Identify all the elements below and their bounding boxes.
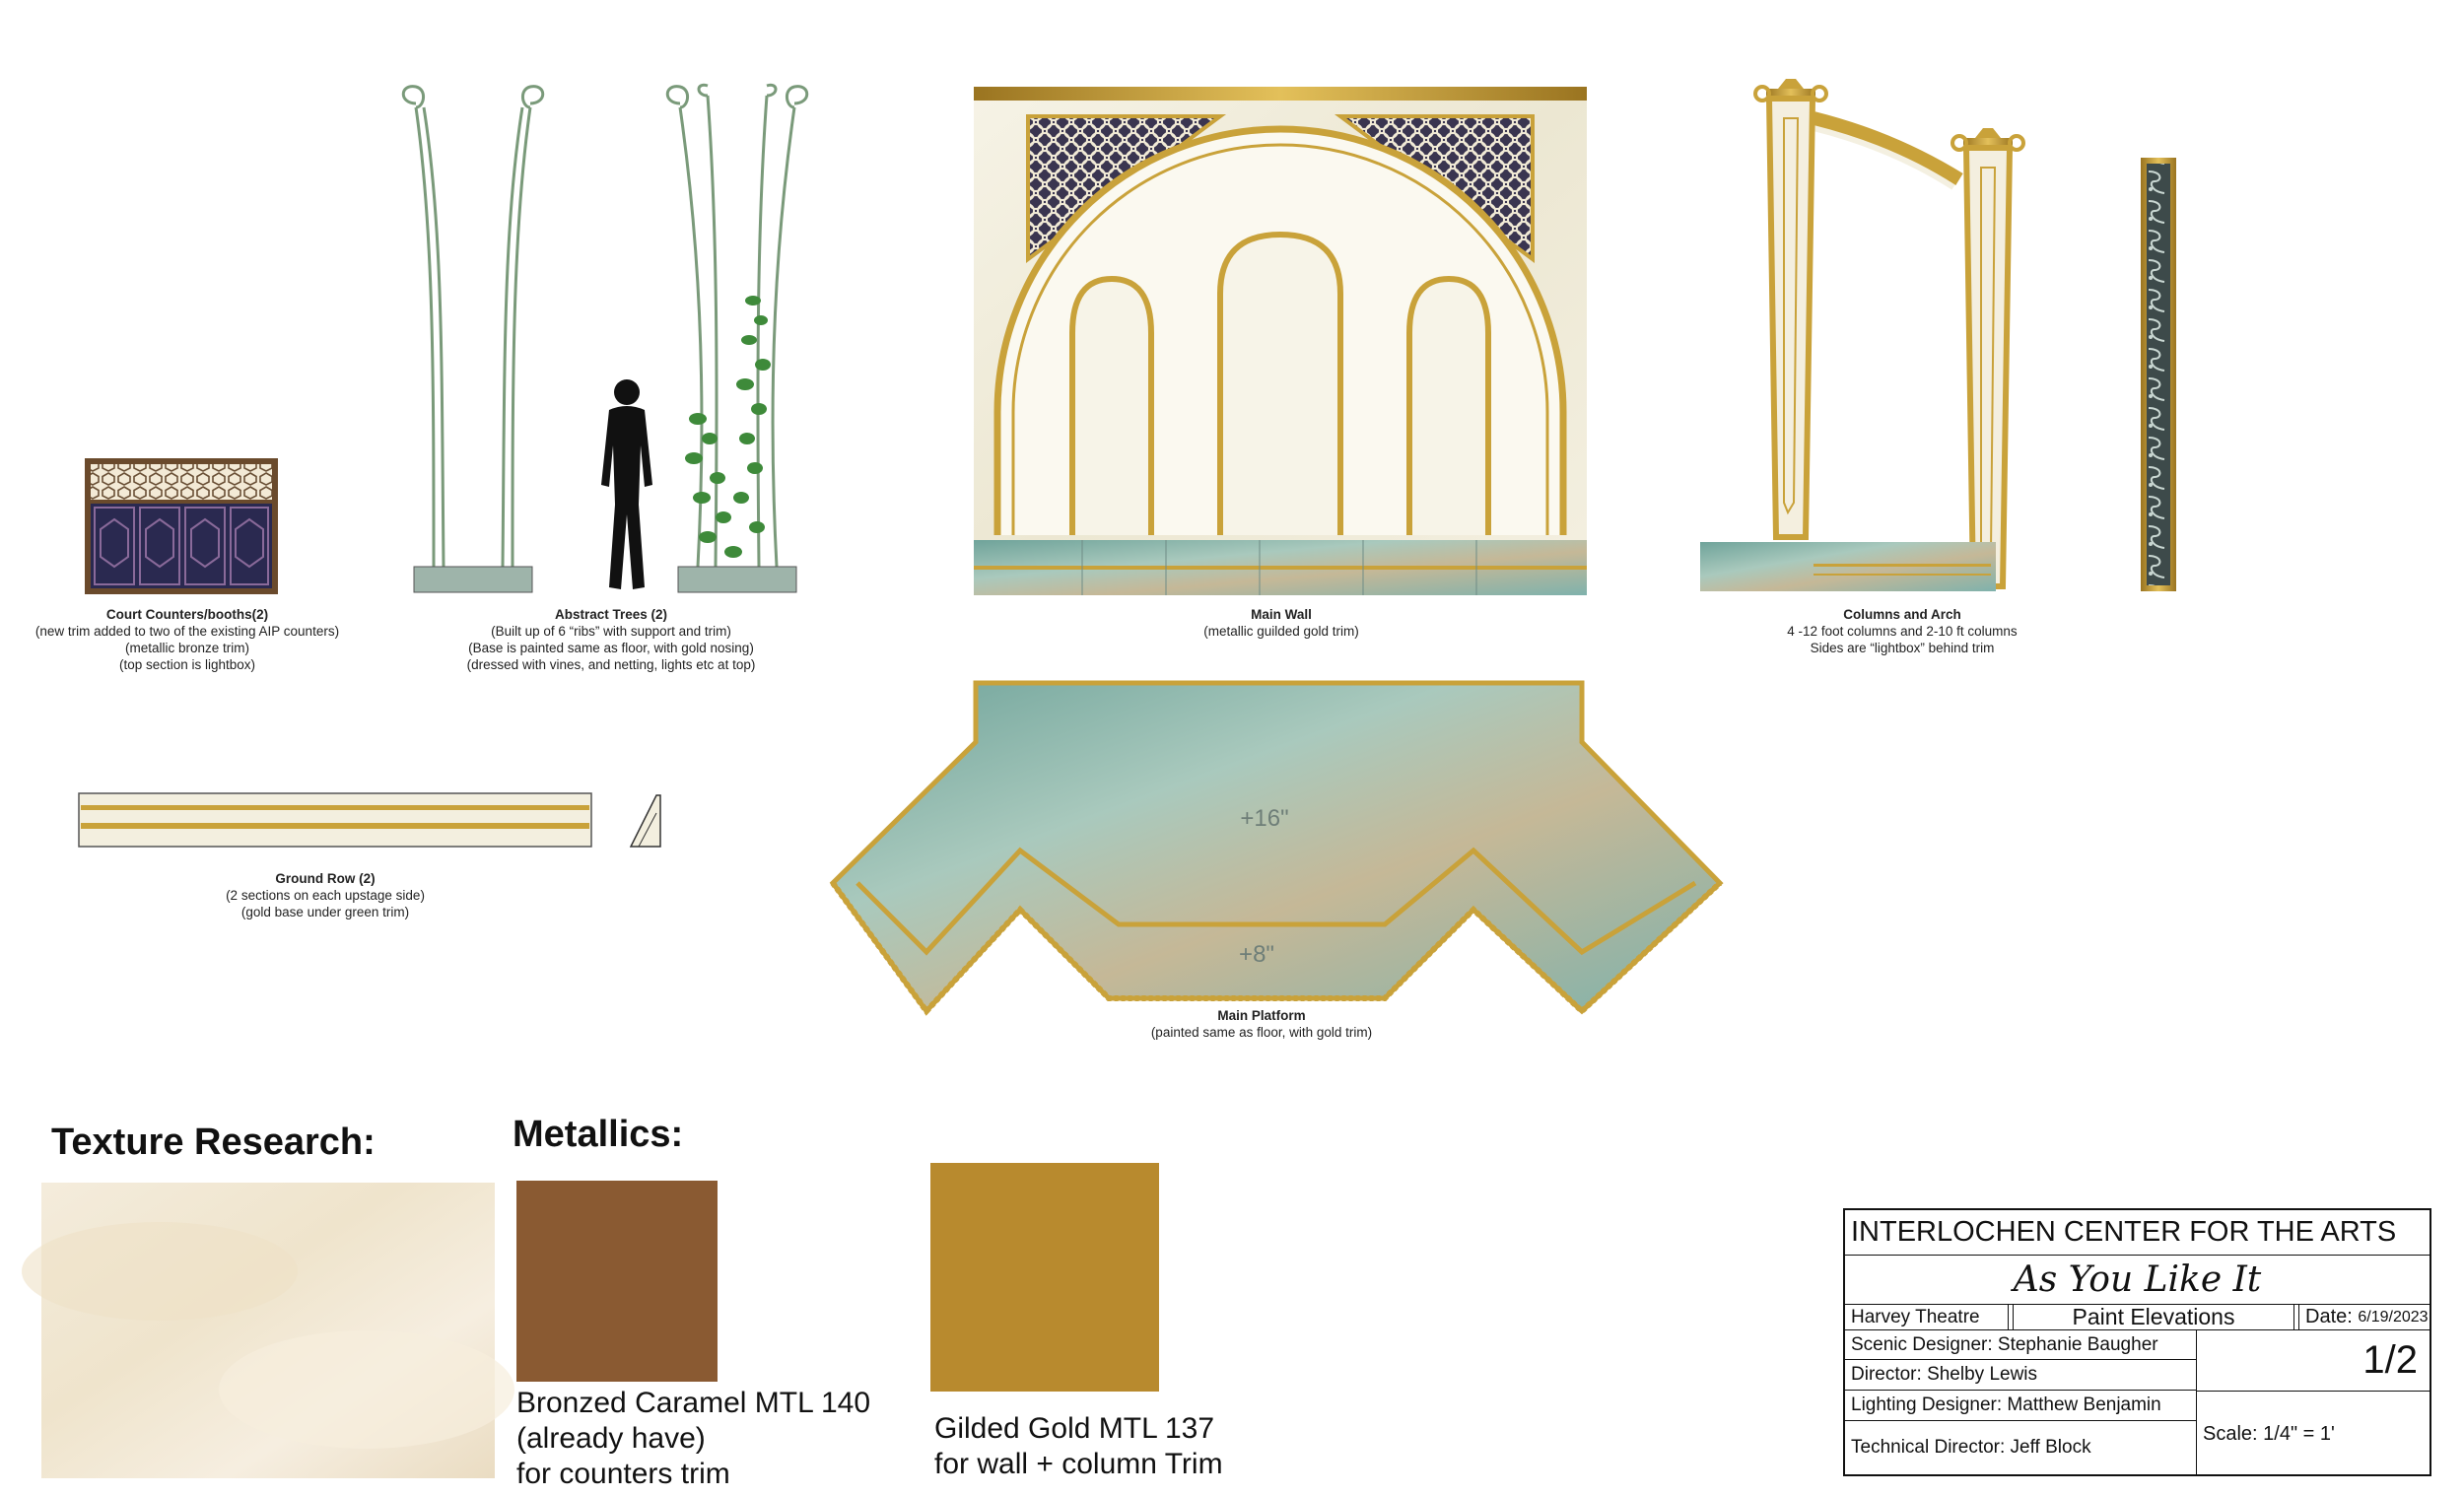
bronze-caption-line: Bronzed Caramel MTL 140: [516, 1387, 871, 1419]
title-block-org-row: [1845, 1210, 2430, 1256]
trees-line: (Built up of 6 “ribs” with support and trim): [491, 624, 731, 639]
trees-title: Abstract Trees (2): [554, 607, 668, 622]
gold-swatch: [930, 1163, 1159, 1392]
texture-swatch: [41, 1183, 495, 1478]
main-wall-elevation: [974, 87, 1587, 595]
counters-caption: [0, 606, 375, 673]
ground-row-title: Ground Row (2): [275, 871, 376, 886]
abstract-tree-bare: [394, 84, 552, 596]
court-counter-elevation: [85, 458, 278, 594]
venue-name: Harvey Theatre: [1845, 1305, 2009, 1329]
date-label: Date:: [2305, 1306, 2353, 1327]
lighting-designer: Lighting Designer: Matthew Benjamin: [1851, 1394, 2161, 1415]
platform-title: Main Platform: [1217, 1008, 1306, 1023]
ground-row-section: [629, 793, 662, 849]
abstract-tree-dressed: [658, 84, 816, 596]
columns-line: 4 -12 foot columns and 2-10 ft columns: [1787, 624, 2018, 639]
organization-name: INTERLOCHEN CENTER FOR THE ARTS: [1851, 1216, 2397, 1248]
columns-title: Columns and Arch: [1843, 607, 1961, 622]
scale: Scale: 1/4" = 1': [2203, 1422, 2335, 1445]
counters-line: (new trim added to two of the existing AIP counters): [34, 624, 340, 639]
sheet-title: Paint Elevations: [2013, 1305, 2294, 1329]
ground-row-line: (2 sections on each upstage side): [226, 888, 425, 903]
bronze-caption: [516, 1386, 871, 1492]
main-wall-caption: [1094, 606, 1469, 640]
main-wall-line: (metallic guilded gold trim): [1203, 624, 1359, 639]
ground-row-elevation: [79, 793, 591, 849]
platform-lower-label: +8": [1239, 941, 1274, 968]
columns-and-arch-elevation: [1695, 79, 2247, 596]
bronze-swatch: [516, 1181, 718, 1382]
title-block: [1843, 1208, 2431, 1476]
ground-row-line: (gold base under green trim): [240, 905, 410, 919]
metallics-heading: Metallics:: [513, 1114, 684, 1155]
bronze-caption-line: (already have): [516, 1422, 706, 1455]
director: Director: Shelby Lewis: [1851, 1364, 2038, 1385]
counters-title: Court Counters/booths(2): [105, 607, 269, 622]
texture-heading: Texture Research:: [51, 1122, 376, 1163]
sheet-number: 1/2: [2197, 1330, 2430, 1392]
main-platform-plan: [833, 678, 1720, 1013]
ground-row-caption: [138, 870, 513, 920]
gold-caption-line: for wall + column Trim: [934, 1448, 1223, 1480]
show-title: As You Like It: [2013, 1259, 2262, 1300]
counters-line: (metallic bronze trim): [124, 641, 250, 655]
main-wall-title: Main Wall: [1251, 607, 1312, 622]
person-silhouette: [587, 376, 666, 593]
title-block-credits: [1845, 1330, 2197, 1476]
trees-line: (Base is painted same as floor, with gold nosing): [468, 641, 754, 655]
technical-director: Technical Director: Jeff Block: [1851, 1437, 2091, 1458]
date-value: 6/19/2023: [2358, 1308, 2429, 1326]
trees-caption: [424, 606, 798, 673]
gold-caption: [934, 1411, 1289, 1482]
counters-line: (top section is lightbox): [118, 657, 256, 672]
platform-line: (painted same as floor, with gold trim): [1150, 1025, 1373, 1040]
platform-upper-label: +16": [1240, 805, 1289, 832]
columns-line: Sides are “lightbox” behind trim: [1810, 641, 1995, 655]
columns-caption: [1715, 606, 2089, 656]
title-block-show-row: [1845, 1256, 2430, 1305]
date-cell: [2298, 1305, 2430, 1329]
platform-caption: [1074, 1007, 1449, 1041]
title-block-venue-row: [1845, 1305, 2430, 1330]
gold-caption-line: Gilded Gold MTL 137: [934, 1412, 1215, 1445]
trees-line: (dressed with vines, and netting, lights etc at top): [466, 657, 756, 672]
bronze-caption-line: for counters trim: [516, 1458, 730, 1490]
scenic-designer: Scenic Designer: Stephanie Baugher: [1851, 1333, 2158, 1355]
